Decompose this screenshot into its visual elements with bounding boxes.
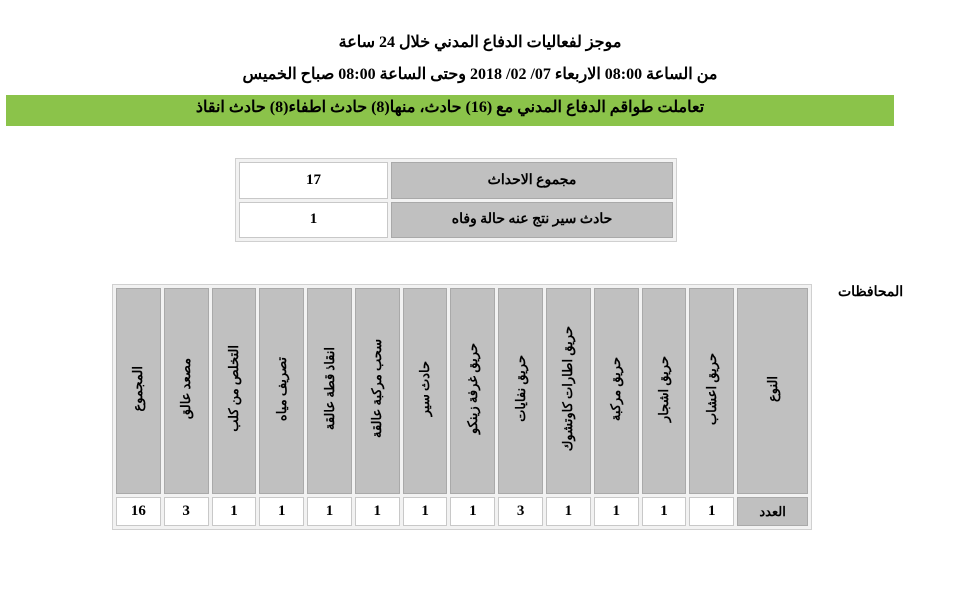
fatal-accident-value: 1 bbox=[239, 202, 388, 239]
count-total: 16 bbox=[116, 497, 161, 526]
col-header-zinc-room-fire: حريق غرفة زينكو bbox=[450, 288, 495, 494]
total-events-label: مجموع الاحداث bbox=[391, 162, 673, 199]
col-header-cat-rescue: انقاذ قطة عالقة bbox=[307, 288, 352, 494]
count-traffic-accident: 1 bbox=[403, 497, 448, 526]
stats-header-row bbox=[116, 288, 808, 494]
stats-count-row bbox=[116, 497, 808, 526]
col-header-total: المجموع bbox=[116, 288, 161, 494]
col-header-dog-removal: التخلص من كلب bbox=[212, 288, 257, 494]
col-header-vehicle-towing: سحب مركبة عالقة bbox=[355, 288, 400, 494]
count-tire-fire: 1 bbox=[546, 497, 591, 526]
total-events-value: 17 bbox=[239, 162, 388, 199]
report-period: من الساعة 08:00 الاربعاء 07/ 02/ 2018 وحتى الساعة 08:00 صباح الخميس bbox=[242, 66, 718, 83]
col-header-vehicle-fire: حريق مركبة bbox=[594, 288, 639, 494]
count-grass-fire: 1 bbox=[689, 497, 734, 526]
count-waste-fire: 3 bbox=[498, 497, 543, 526]
count-water-drainage: 1 bbox=[259, 497, 304, 526]
row-header-count: العدد bbox=[737, 497, 808, 526]
row-header-type: النوع bbox=[737, 288, 808, 494]
col-header-waste-fire: حريق نفايات bbox=[498, 288, 543, 494]
col-header-tire-fire: حريق اطارات كاوتشوك bbox=[546, 288, 591, 494]
summary-banner: تعاملت طواقم الدفاع المدني مع (16) حادث، منها(8) حادث اطفاء(8) حادث انقاذ bbox=[6, 95, 894, 126]
count-stuck-elevator: 3 bbox=[164, 497, 209, 526]
col-header-traffic-accident: حادث سير bbox=[403, 288, 448, 494]
count-zinc-room-fire: 1 bbox=[450, 497, 495, 526]
count-cat-rescue: 1 bbox=[307, 497, 352, 526]
count-vehicle-fire: 1 bbox=[594, 497, 639, 526]
count-dog-removal: 1 bbox=[212, 497, 257, 526]
summary-row-fatal bbox=[239, 202, 673, 239]
incident-stats-table bbox=[112, 284, 812, 530]
col-header-grass-fire: حريق اعشاب bbox=[689, 288, 734, 494]
col-header-tree-fire: حريق اشجار bbox=[642, 288, 687, 494]
count-vehicle-towing: 1 bbox=[355, 497, 400, 526]
col-header-stuck-elevator: مصعد عالق bbox=[164, 288, 209, 494]
col-header-water-drainage: تصريف مياه bbox=[259, 288, 304, 494]
report-title: موجز لفعاليات الدفاع المدني خلال 24 ساعة bbox=[338, 34, 622, 51]
summary-row-total bbox=[239, 162, 673, 199]
governorates-label: المحافظات bbox=[838, 285, 904, 300]
count-tree-fire: 1 bbox=[642, 497, 687, 526]
summary-table bbox=[235, 158, 677, 242]
fatal-accident-label: حادث سير نتج عنه حالة وفاه bbox=[391, 202, 673, 239]
